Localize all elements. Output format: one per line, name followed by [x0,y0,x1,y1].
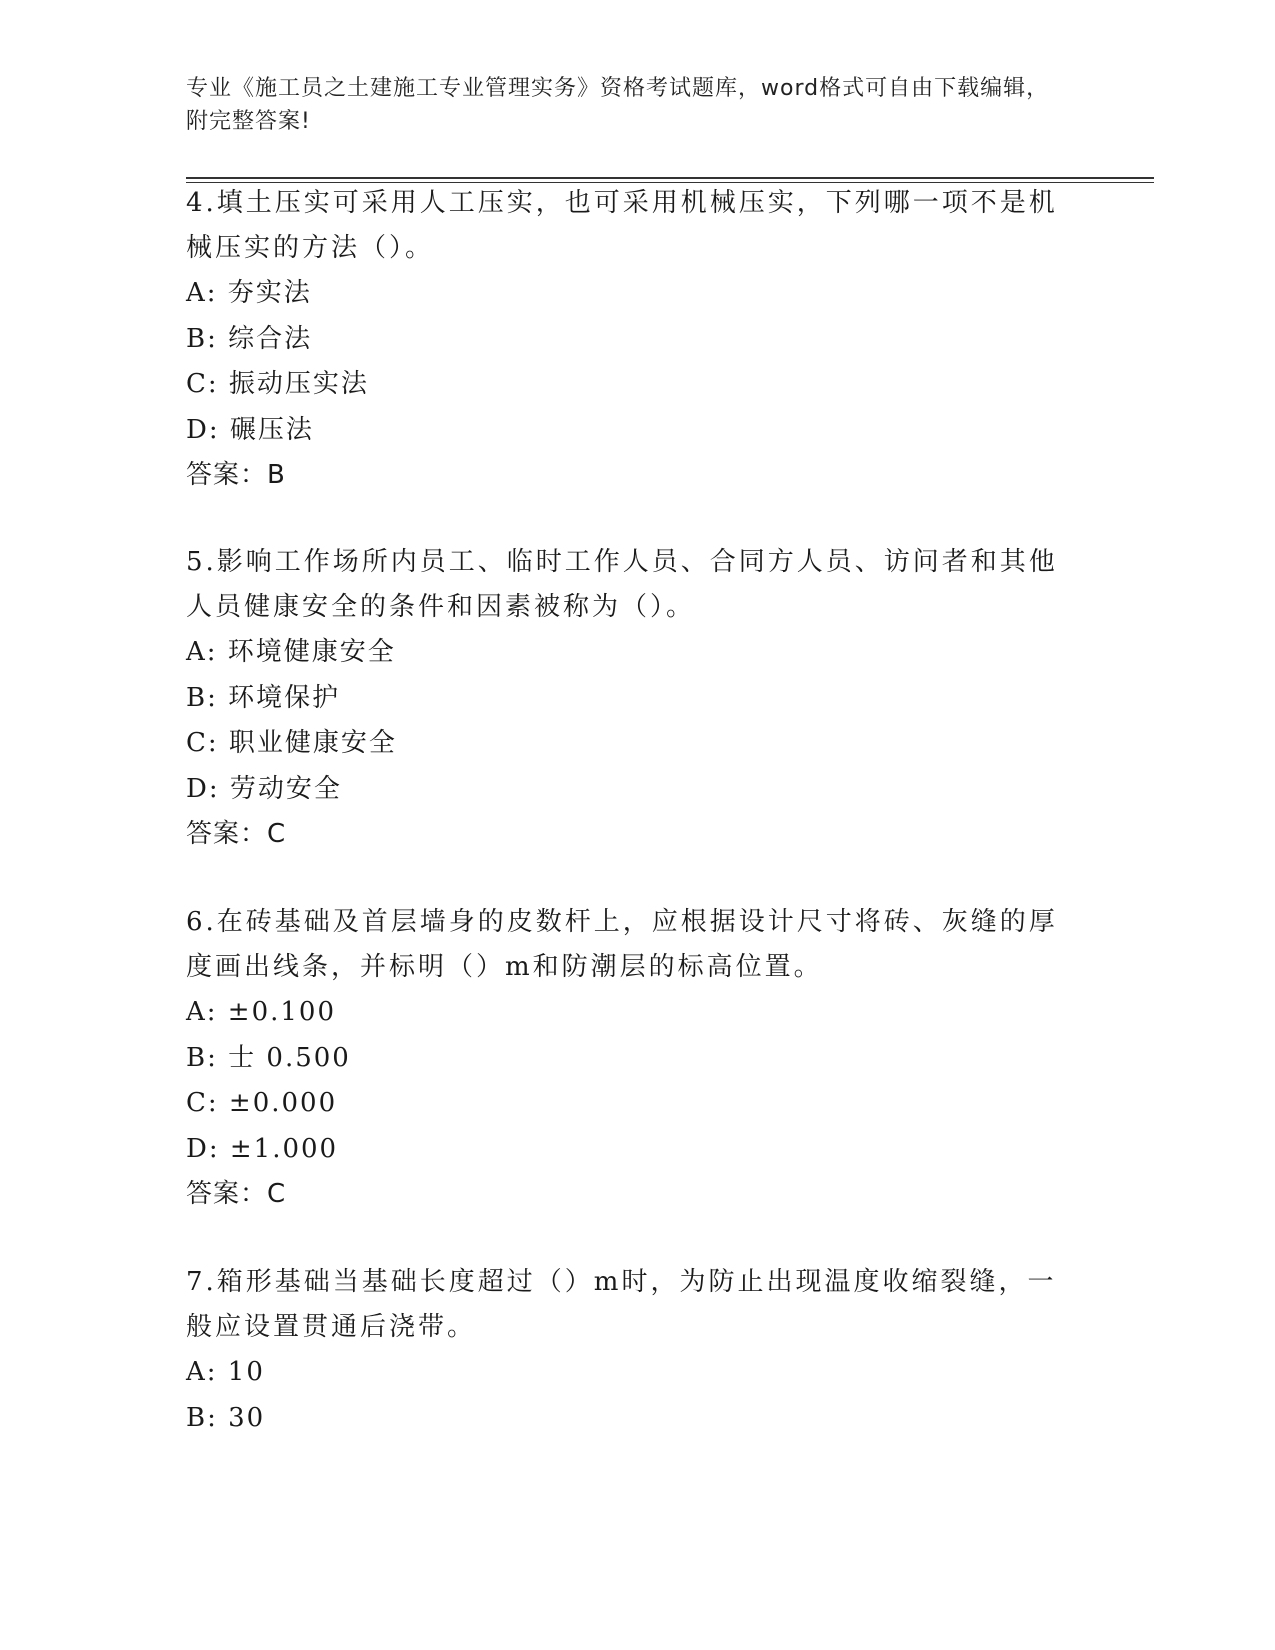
question-stem: 4.填土压实可采用人工压实，也可采用机械压实，下列哪一项不是机械压实的方法（）。 [186,188,1058,263]
question-5 [186,540,1066,857]
option-b: B: 士 0.500 [186,1042,351,1073]
option-d: D: 碾压法 [186,414,314,445]
option-b: B: 30 [186,1402,266,1433]
answer: 答案：C [186,1179,287,1209]
question-stem: 7.箱形基础当基础长度超过（）m时，为防止出现温度收缩裂缝，一般应设置贯通后浇带。 [186,1267,1057,1342]
question-stem: 5.影响工作场所内员工、临时工作人员、合同方人员、访问者和其他人员健康安全的条件和因素被称为（）。 [186,547,1058,622]
option-d: D: ±1.000 [186,1133,339,1164]
answer: 答案：B [186,460,286,490]
option-b: B: 综合法 [186,323,313,354]
option-a: A: 10 [186,1357,265,1387]
option-c: C: 职业健康安全 [186,728,397,758]
question-stem: 6.在砖基础及首层墙身的皮数杆上，应根据设计尺寸将砖、灰缝的厚度画出线条，并标明（）m和防潮层的标高位置。 [186,907,1058,982]
option-a: A: ±0.100 [186,997,337,1027]
option-a: A: 夯实法 [186,278,312,308]
option-d: D: 劳动安全 [186,773,342,804]
answer: 答案：C [186,819,287,849]
document-header: 专业《施工员之土建施工专业管理实务》资格考试题库，word格式可自由下载编辑，附完整答案! [186,76,1050,134]
option-b: B: 环境保护 [186,682,341,713]
question-7 [186,1260,1066,1441]
question-6 [186,900,1066,1217]
question-4 [186,181,1066,498]
option-c: C: ±0.000 [186,1088,338,1118]
option-c: C: 振动压实法 [186,369,369,399]
header-divider-thick [186,177,1154,179]
option-a: A: 环境健康安全 [186,637,396,667]
